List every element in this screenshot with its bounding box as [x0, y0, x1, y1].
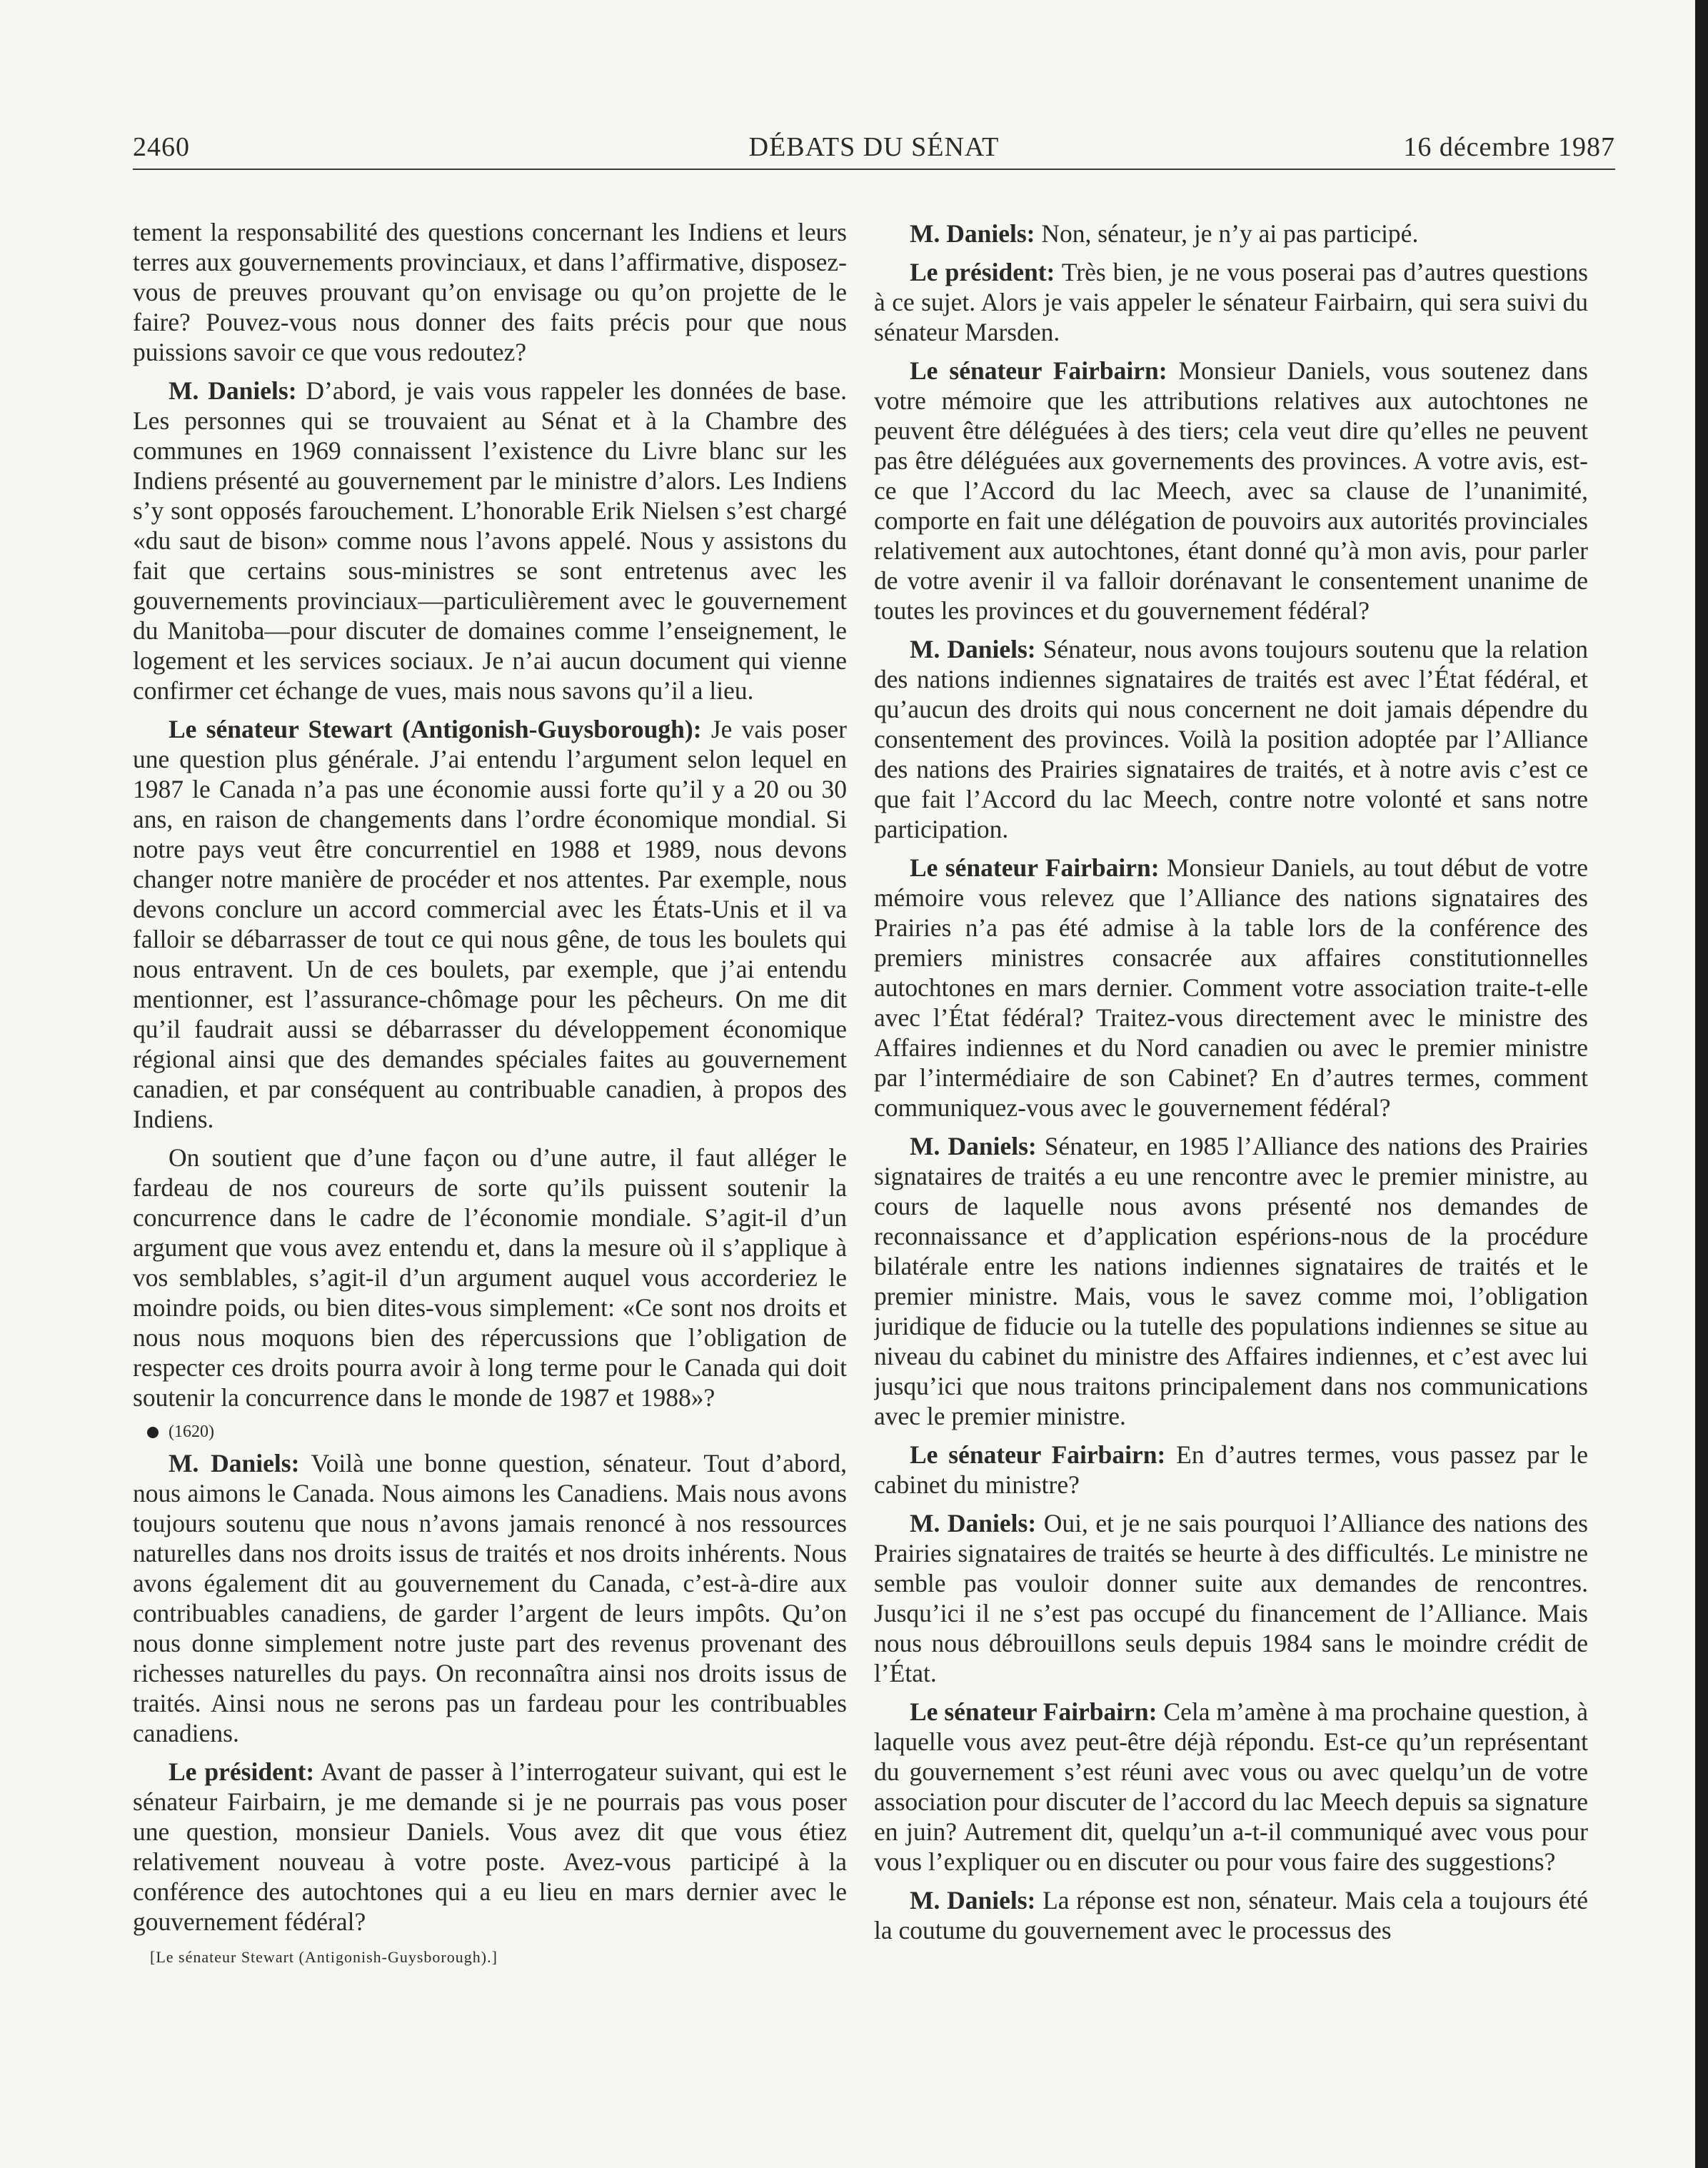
speaker-name: M. Daniels: — [910, 1132, 1037, 1160]
footnote: [Le sénateur Stewart (Antigonish-Guysborough).] — [150, 1948, 498, 1966]
speaker-name: M. Daniels: — [169, 376, 297, 405]
speech-text: Voilà une bonne question, sénateur. Tout d’abord, nous aimons le Canada. Nous aimons les Canadiens. Mais nous avons toujours soutenu que nous n’avons jamais renoncé à nos ressources naturelles dans nos droits issus de traités et nos droits inhérents. Nous avons également dit au gouvernement du Canada, c’est-à-dire aux contribuables canadiens, de garder l’argent de leurs impôts. Qu’on nous donne simplement notre juste part des revenus provenant des richesses naturelles du pays. On reconnaîtra ainsi nos droits issus de traités. Ainsi nous ne serons pas un fardeau pour les contribuables canadiens. — [133, 1449, 847, 1747]
paragraph — [874, 634, 1588, 844]
speech-text: Monsieur Daniels, au tout début de votre mémoire vous relevez que l’Alliance des nations signataires des Prairies n’a pas été admise à la table lors de la conférence des premiers ministres consacrée aux affaires constitutionnelles autochtones en mars dernier. Comment votre association traite-t-elle avec l’État fédéral? Traitez-vous directement avec le ministre des Affaires indiennes et du Nord canadien ou avec le premier ministre par l’intermédiaire de son Cabinet? En d’autres termes, comment communiquez-vous avec le gouvernement fédéral? — [874, 853, 1588, 1122]
speech-text: Non, sénateur, je n’y ai pas participé. — [1035, 219, 1419, 248]
paragraph — [133, 376, 847, 706]
speech-text: Sénateur, en 1985 l’Alliance des nations des Prairies signataires de traités a eu une rencontre avec le premier ministre, au cours de laquelle nous avons présenté nos demandes de reconnaissance et d’application espérions-nous de la procédure bilatérale entre les nations indiennes signataires de traités et le premier ministre. Mais, vous le savez comme moi, l’obligation juridique de fiducie ou la tutelle des populations indiennes se situe au niveau du cabinet du ministre des Affaires indiennes, et c’est avec lui jusqu’ici que nous traitons principalement dans nos communications avec le premier ministre. — [874, 1132, 1588, 1430]
paragraph: On soutient que d’une façon ou d’une autre, il faut alléger le fardeau de nos coureurs de sorte qu’ils puissent soutenir la concurrence dans le cadre de l’économie mondiale. S’agit-il d’un argument que vous avez entendu et, dans la mesure où il s’applique à vos semblables, s’agit-il d’un argument auquel vous accorderiez le moindre poids, ou bien dites-vous simplement: «Ce sont nos droits et nous nous moquons bien des répercussions que l’obligation de respecter ces droits pourra avoir à long terme pour le Canada qui doit soutenir la concurrence dans le monde de 1987 et 1988»? — [133, 1143, 847, 1412]
paragraph — [133, 1757, 847, 1937]
time-marker-text: (1620) — [169, 1422, 214, 1441]
paragraph — [874, 853, 1588, 1123]
page-number: 2460 — [133, 132, 190, 162]
speaker-name: Le président: — [910, 258, 1055, 286]
publication-title: DÉBATS DU SÉNAT — [748, 132, 1000, 162]
page-header — [133, 129, 1615, 170]
speech-text: Cela m’amène à ma prochaine question, à laquelle vous avez peut-être déjà répondu. Est-ce qu’un représentant du gouvernement s’est réuni avec vous ou avec quelqu’un de votre association pour discuter de l’accord du lac Meech depuis sa signature en juin? Autrement dit, quelqu’un a-t-il communiqué avec vous pour vous l’expliquer ou en discuter ou pour vous faire des suggestions? — [874, 1697, 1588, 1876]
speaker-name: M. Daniels: — [910, 1886, 1036, 1914]
speech-text: La réponse est non, sénateur. Mais cela a toujours été la coutume du gouvernement avec le processus des — [874, 1886, 1588, 1944]
paragraph — [874, 1440, 1588, 1500]
speech-text: Très bien, je ne vous poserai pas d’autres questions à ce sujet. Alors je vais appeler le sénateur Fairbairn, qui sera suivi du sénateur Marsden. — [874, 258, 1588, 346]
paragraph — [874, 219, 1588, 249]
bullet-icon — [147, 1427, 159, 1438]
speaker-name: Le sénateur Fairbairn: — [910, 853, 1160, 882]
right-column — [874, 219, 1588, 2047]
speech-text: D’abord, je vais vous rappeler les données de base. Les personnes qui se trouvaient au Sénat et à la Chambre des communes en 1969 connaissent l’existence du Livre blanc sur les Indiens présenté au gouvernement par le ministre d’alors. Les Indiens s’y sont opposés farouchement. L’honorable Erik Nielsen s’est chargé «du saut de bison» comme nous l’avons appelé. Nous y assistons du fait que certains sous-ministres se sont entretenus avec les gouvernements provinciaux—particulièrement avec le gouvernement du Manitoba—pour discuter de domaines comme l’enseignement, le logement et les services sociaux. Je n’ai aucun document qui vienne confirmer cet échange de vues, mais nous savons qu’il a lieu. — [133, 376, 847, 705]
speech-text: En d’autres termes, vous passez par le cabinet du ministre? — [874, 1440, 1588, 1499]
speaker-name: Le président: — [169, 1757, 315, 1786]
speaker-name: M. Daniels: — [169, 1449, 300, 1477]
speaker-name: Le sénateur Fairbairn: — [910, 1440, 1166, 1469]
speaker-name: Le sénateur Stewart (Antigonish-Guysborough): — [169, 715, 702, 743]
speaker-name: M. Daniels: — [910, 219, 1035, 248]
time-marker — [147, 1421, 847, 1442]
speech-text: Avant de passer à l’interrogateur suivant, qui est le sénateur Fairbairn, je me demande si je ne pourrais pas vous poser une question, monsieur Daniels. Vous avez dit que vous étiez relativement nouveau à votre poste. Avez-vous participé à la conférence des autochtones qui a eu lieu en mars dernier avec le gouvernement fédéral? — [133, 1757, 847, 1936]
speech-text: Je vais poser une question plus générale. J’ai entendu l’argument selon lequel en 1987 le Canada n’a pas une économie aussi forte qu’il y a 20 ou 30 ans, en raison de changements dans l’ordre économique mondial. Si notre pays veut être concurrentiel en 1988 et 1989, nous devons changer notre manière de procéder et nos attentes. Par exemple, nous devons conclure un accord commercial avec les États-Unis et il va falloir se débarrasser de tout ce qui nous gêne, de tous les boulets qui nous entravent. Un de ces boulets, par exemple, que j’ai entendu mentionner, est l’assurance-chômage pour les pêcheurs. On me dit qu’il faudrait aussi se débarrasser du développement économique régional ainsi que des demandes spéciales faites au gouvernement canadien, et par conséquent au contribuable canadien, à propos des Indiens. — [133, 715, 847, 1133]
speaker-name: Le sénateur Fairbairn: — [910, 1697, 1157, 1726]
paragraph — [874, 356, 1588, 626]
paragraph — [133, 714, 847, 1134]
speaker-name: M. Daniels: — [910, 635, 1036, 663]
speaker-name: M. Daniels: — [910, 1509, 1037, 1537]
scan-page-edge — [1695, 0, 1708, 2168]
paragraph — [874, 1131, 1588, 1431]
left-column — [133, 217, 847, 2045]
speech-text: Monsieur Daniels, vous soutenez dans votre mémoire que les attributions relatives aux autochtones ne peuvent être déléguées à des tiers; cela veut dire qu’elles ne peuvent pas être déléguées aux governements des provinces. A votre avis, est-ce que l’Accord du lac Meech, avec sa clause de l’unanimité, comporte en fait une délégation de pouvoirs aux autorités provinciales relativement aux autochtones, étant donné qu’à mon avis, pour parler de votre avenir il va falloir dorénavant le consentement unanime de toutes les provinces et du gouvernement fédéral? — [874, 356, 1588, 625]
paragraph: tement la responsabilité des questions concernant les Indiens et leurs terres aux gouvernements provinciaux, et dans l’affirmative, disposez-vous de preuves prouvant qu’on envisage ou qu’on projette de le faire? Pouvez-vous nous donner des faits précis pour que nous puissions savoir ce que vous redoutez? — [133, 218, 847, 366]
paragraph — [133, 1448, 847, 1748]
paragraph — [874, 1885, 1588, 1945]
speaker-name: Le sénateur Fairbairn: — [910, 356, 1167, 385]
paragraph — [874, 1697, 1588, 1877]
speech-text: Oui, et je ne sais pourquoi l’Alliance des nations des Prairies signataires de traités se heurte à des difficultés. Le ministre ne semble pas vouloir donner suite aux demandes de rencontres. Jusqu’ici il ne s’est pas occupé du financement de l’Alliance. Mais nous nous débrouillons seuls depuis 1984 sans le moindre crédit de l’État. — [874, 1509, 1588, 1687]
paragraph — [874, 1508, 1588, 1688]
issue-date: 16 décembre 1987 — [1403, 132, 1615, 162]
speech-text: Sénateur, nous avons toujours soutenu que la relation des nations indiennes signataires de traités est avec l’État fédéral, et qu’aucun des droits qui nous concernent ne doit jamais dépendre du consentement des provinces. Voilà la position adoptée par l’Alliance des nations des Prairies signataires de traités, et à notre avis c’est ce que fait l’Accord du lac Meech, contre notre volonté et sans notre participation. — [874, 635, 1588, 843]
paragraph — [874, 257, 1588, 347]
